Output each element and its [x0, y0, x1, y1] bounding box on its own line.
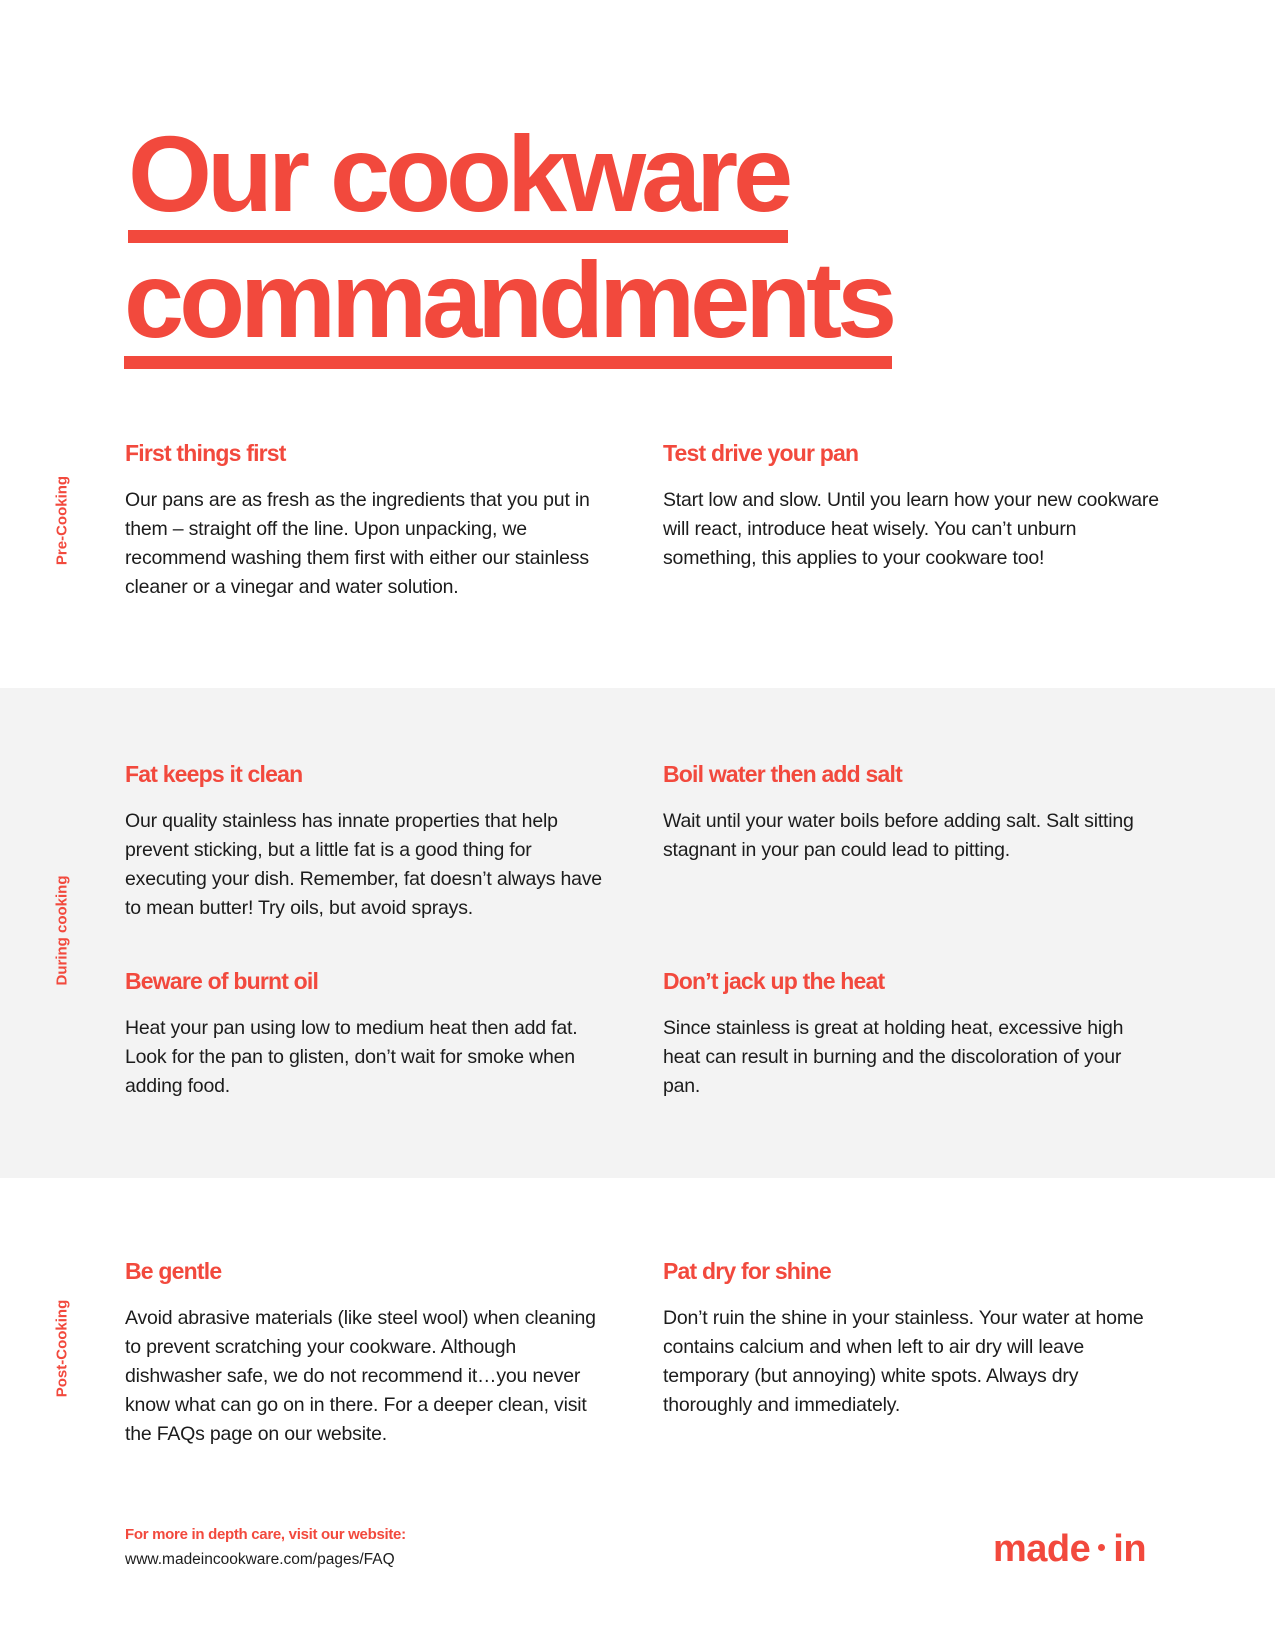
tip-body: Heat your pan using low to medium heat then add fat. Look for the pan to glisten, don’t wait for smoke when adding food. [125, 1016, 578, 1097]
tip-pat-dry [663, 1258, 1153, 1420]
tip-first-things-first [125, 440, 615, 602]
section-label-during-cooking: During cooking [53, 875, 71, 986]
tip-heading: Pat dry for shine [663, 1258, 831, 1284]
title-line-1: Our cookware [128, 120, 788, 243]
tip-heading: Fat keeps it clean [125, 761, 303, 787]
tip-beware-burnt-oil [125, 968, 615, 1101]
tip-heading: Don’t jack up the heat [663, 968, 885, 994]
logo-text-left: made [993, 1528, 1091, 1570]
footer-cta: For more in depth care, visit our website: [125, 1526, 406, 1543]
brand-logo [993, 1528, 1146, 1571]
tip-be-gentle [125, 1258, 615, 1449]
logo-dot-icon [1098, 1544, 1105, 1551]
tip-body: Start low and slow. Until you learn how your new cookware will react, introduce heat wisely. You can’t unburn something, this applies to your cookware too! [663, 488, 1159, 569]
tip-heading: Be gentle [125, 1258, 222, 1284]
tip-heading: Test drive your pan [663, 440, 859, 466]
footer-url-link[interactable]: www.madeincookware.com/pages/FAQ [125, 1551, 395, 1568]
section-label-post-cooking: Post-Cooking [53, 1299, 71, 1398]
tip-body: Avoid abrasive materials (like steel wool) when cleaning to prevent scratching your cookware. Although dishwasher safe, we do not recommend it…you never know what can go on in there. For a deeper clean, visit the FAQs page on our website. [125, 1306, 596, 1445]
tip-fat-keeps-it-clean [125, 761, 615, 923]
section-label-pre-cooking: Pre-Cooking [53, 475, 71, 566]
tip-dont-jack-up-heat [663, 968, 1143, 1101]
tip-body: Since stainless is great at holding heat, excessive high heat can result in burning and the discoloration of your pan. [663, 1016, 1124, 1097]
logo-text-right: in [1113, 1528, 1147, 1570]
section-post-cooking [0, 1178, 1275, 1478]
section-during-cooking [0, 688, 1275, 1178]
section-pre-cooking [0, 420, 1275, 688]
tip-heading: Beware of burnt oil [125, 968, 319, 994]
tip-test-drive [663, 440, 1163, 573]
tip-body: Don’t ruin the shine in your stainless. Your water at home contains calcium and when left to air dry will leave temporary (but annoying) white spots. Always dry thoroughly and immediately. [663, 1306, 1144, 1416]
tip-boil-water [663, 761, 1143, 865]
tip-body: Wait until your water boils before adding salt. Salt sitting stagnant in your pan could lead to pitting. [663, 809, 1134, 861]
tip-body: Our quality stainless has innate properties that help prevent sticking, but a little fat is a good thing for executing your dish. Remember, fat doesn’t always have to mean butter! Try oils, but avoid sprays. [125, 809, 602, 919]
tip-body: Our pans are as fresh as the ingredients that you put in them – straight off the line. Upon unpacking, we recommend washing them first with either our stainless cleaner or a vinegar and water solution. [125, 488, 590, 598]
tip-heading: First things first [125, 440, 286, 466]
tip-heading: Boil water then add salt [663, 761, 902, 787]
title-line-2: commandments [124, 246, 892, 369]
